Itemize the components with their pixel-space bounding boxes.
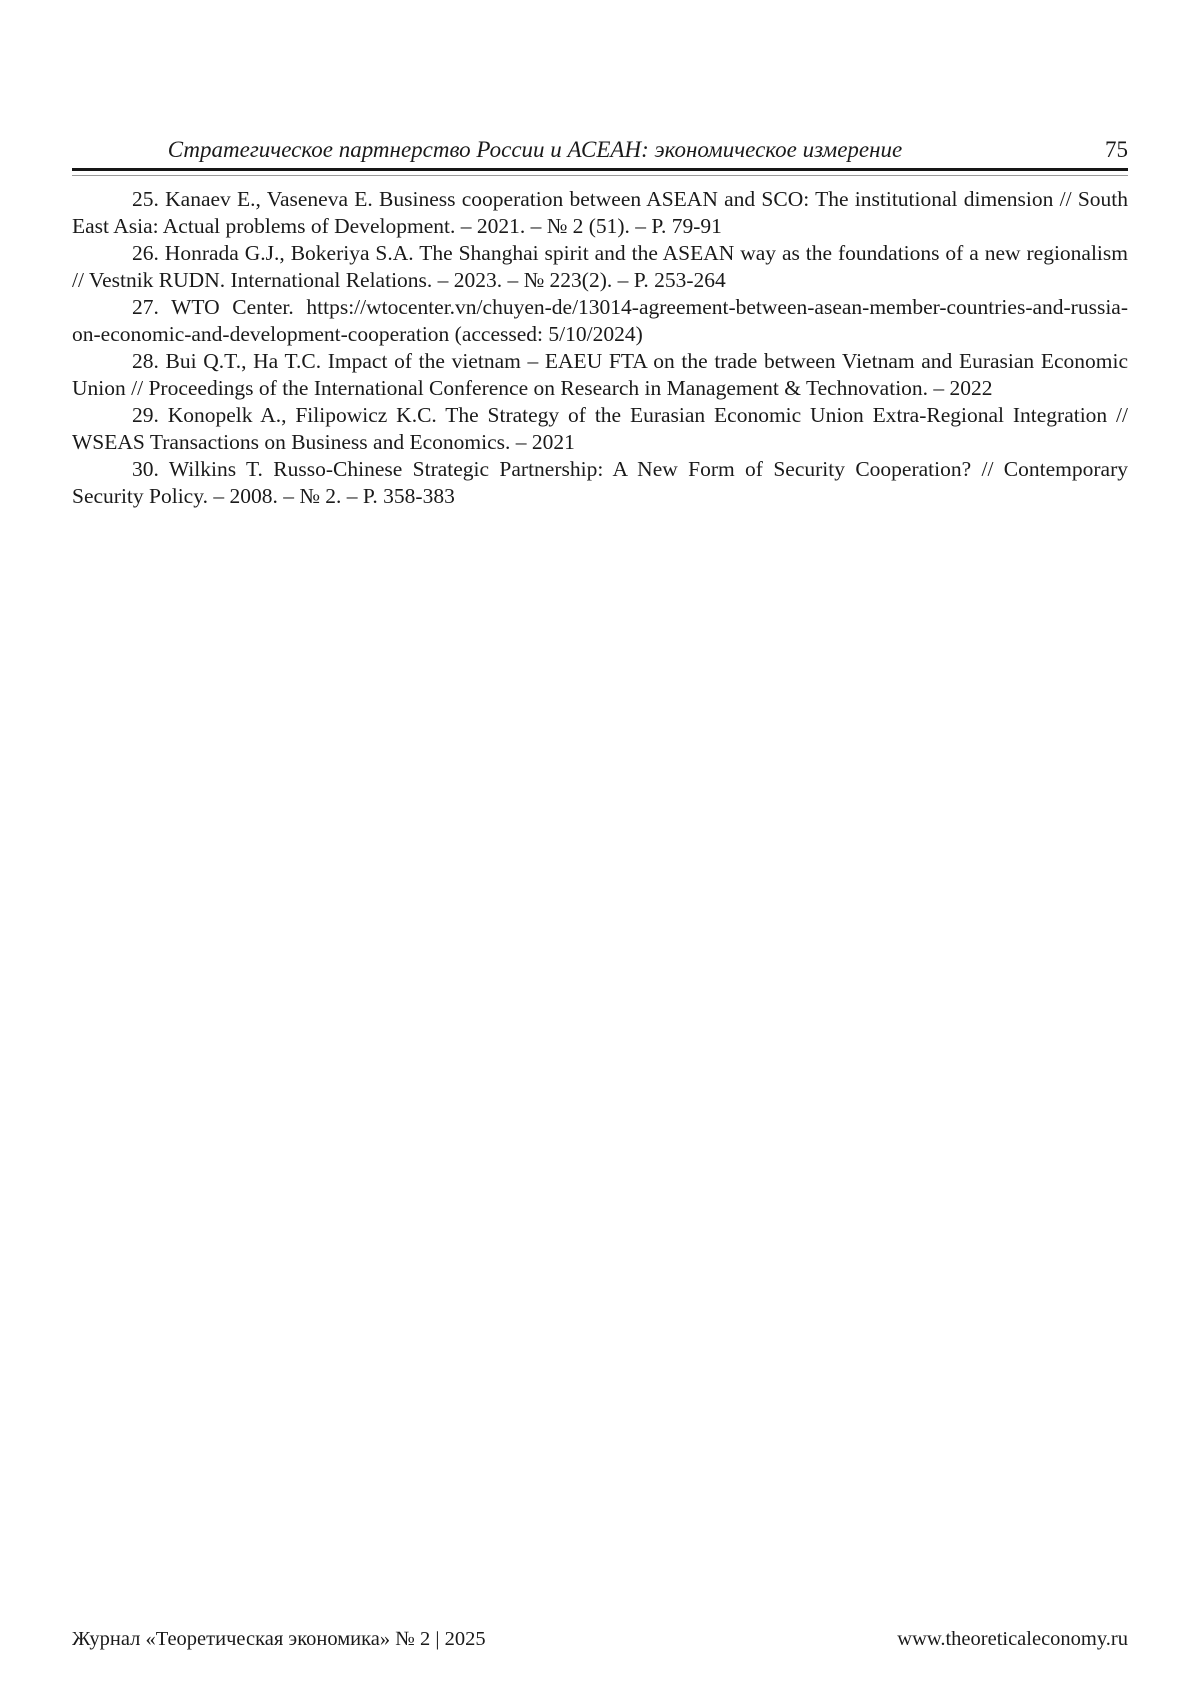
footer-journal-info: Журнал «Теоретическая экономика» № 2 | 2025 xyxy=(72,1628,486,1650)
footer-website: www.theoreticaleconomy.ru xyxy=(897,1628,1128,1650)
running-head xyxy=(72,136,1128,164)
reference-item: 26. Honrada G.J., Bokeriya S.A. The Shanghai spirit and the ASEAN way as the foundations of a new regionalism // Vestnik RUDN. International Relations. – 2023. – № 223(2). – P. 253-264 xyxy=(72,241,1128,292)
page-footer xyxy=(72,1626,1128,1652)
header-rule-thin xyxy=(72,175,1128,176)
reference-item: 29. Konopelk A., Filipowicz K.C. The Strategy of the Eurasian Economic Union Extra-Regional Integration // WSEAS Transactions on Business and Economics. – 2021 xyxy=(72,403,1128,454)
reference-item: 30. Wilkins T. Russo-Chinese Strategic Partnership: A New Form of Security Cooperation? // Contemporary Security Policy. – 2008. – № 2. – P. 358-383 xyxy=(72,457,1128,508)
running-title: Стратегическое партнерство России и АСЕАН: экономическое измерение xyxy=(167,137,903,162)
reference-item: 27. WTO Center. https://wtocenter.vn/chuyen-de/13014-agreement-between-asean-member-countries-and-russia-on-economic-and-development-cooperation (accessed: 5/10/2024) xyxy=(72,295,1128,346)
page-number: 75 xyxy=(1105,137,1128,162)
reference-item: 28. Bui Q.T., Ha T.C. Impact of the vietnam – EAEU FTA on the trade between Vietnam and Eurasian Economic Union // Proceedings of the International Conference on Research in Management & Technovation. – 2022 xyxy=(72,349,1128,400)
reference-item: 25. Kanaev E., Vaseneva E. Business cooperation between ASEAN and SCO: The institutional dimension // South East Asia: Actual problems of Development. – 2021. – № 2 (51). – P. 79-91 xyxy=(72,187,1128,238)
references-list xyxy=(72,186,1128,510)
header-rule xyxy=(72,168,1128,171)
